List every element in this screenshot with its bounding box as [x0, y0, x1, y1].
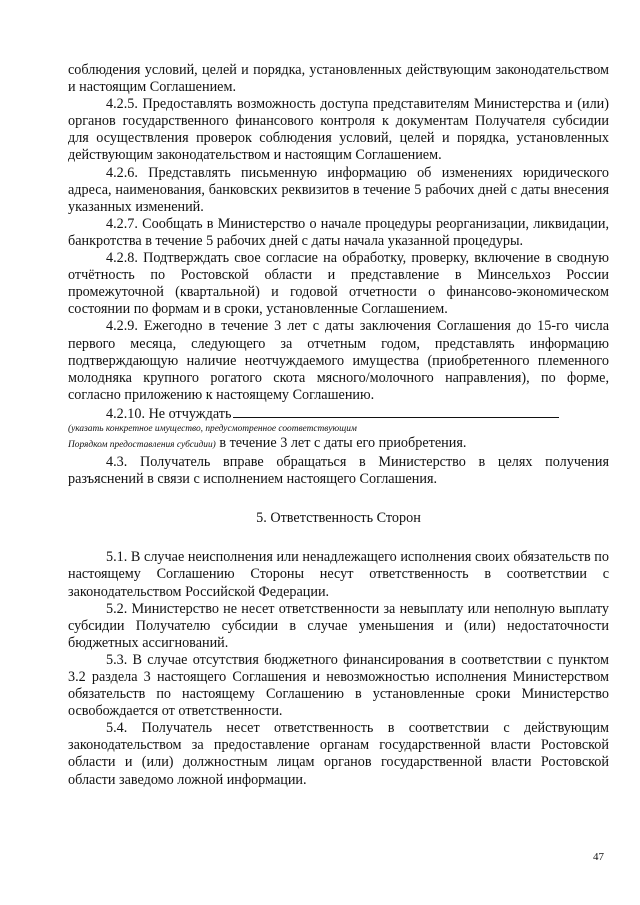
fill-in-hint-2: Порядком предоставления субсидии) — [68, 439, 216, 450]
fill-in-hint-1: (указать конкретное имущество, предусмотренное соответствующим — [68, 423, 357, 434]
paragraph-4-2-10-lead: 4.2.10. Не отчуждать — [106, 405, 232, 422]
page-number: 47 — [593, 851, 604, 863]
paragraph-4-3: 4.3. Получатель вправе обращаться в Министерство в целях получения разъяснений в связи с исполнением настоящего Соглашения. — [68, 454, 609, 488]
paragraph-4-2-8: 4.2.8. Подтверждать свое согласие на обработку, проверку, включение в сводную отчётность по Ростовской области и представление в Минсельхоз России промежуточной (квартальной) и годовой отчетности о финансово-экономическом состоянии по формам и в сроки, установленные Соглашением. — [68, 250, 609, 318]
paragraph-4-2-6: 4.2.6. Представлять письменную информацию об изменениях юридического адреса, наименования, банковских реквизитов в течение 5 рабочих дней с даты внесения указанных изменений. — [68, 164, 609, 215]
paragraph-5-3: 5.3. В случае отсутствия бюджетного финансирования в соответствии с пунктом 3.2 раздела 3 настоящего Соглашения и невозможностью исполнения Министерством обязательств по настоящему Соглашению в установленные сроки Министерство освобождается от ответственности. — [68, 651, 609, 720]
fill-in-blank-line — [233, 404, 559, 418]
paragraph-4-2-9: 4.2.9. Ежегодно в течение 3 лет с даты заключения Соглашения до 15-го числа первого месяца, следующего за отчетным годом, представлять информацию подтверждающую наличие неотчуждаемого имущества (приобретенного племенного молодняка крупного рогатого скота мясного/молочного направления), по форме, согласно приложению к настоящему Соглашению. — [68, 318, 609, 403]
paragraph-4-2-10-continued — [68, 435, 609, 454]
document-body — [68, 62, 609, 789]
paragraph-5-4: 5.4. Получатель несет ответственность в соответствии с действующим законодательством за предоставление органам государственной власти Ростовской области и (или) должностным лицам органов государственной власти Ростовской области заведомо ложной информации. — [68, 720, 609, 788]
paragraph-4-2-10-tail: в течение 3 лет с даты его приобретения. — [215, 434, 467, 451]
paragraph-4-2-10 — [68, 404, 609, 423]
section-heading: 5. Ответственность Сторон — [256, 510, 421, 527]
paragraph-4-2-5: 4.2.5. Предоставлять возможность доступа представителям Министерства и (или) органов государственного финансового контроля к документам Получателя субсидии для осуществления проверок соблюдения условий, целей и порядка, установленных действующим законодательством и настоящим Соглашением. — [68, 96, 609, 164]
paragraph-5-2: 5.2. Министерство не несет ответственности за невыплату или неполную выплату субсидии Получателю субсидии в случае уменьшения и (или) недостаточности бюджетных ассигнований. — [68, 600, 609, 651]
paragraph-4-2-7: 4.2.7. Сообщать в Министерство о начале процедуры реорганизации, ликвидации, банкротства в течение 5 рабочих дней с даты начала указанной процедуры. — [68, 215, 609, 249]
paragraph-continuation: соблюдения условий, целей и порядка, установленных действующим законодательством и настоящим Соглашением. — [68, 62, 609, 96]
paragraph-5-1: 5.1. В случае неисполнения или ненадлежащего исполнения своих обязательств по настоящему Соглашению Стороны несут ответственность в соответствии с законодательством Российской Федерации. — [68, 549, 609, 600]
